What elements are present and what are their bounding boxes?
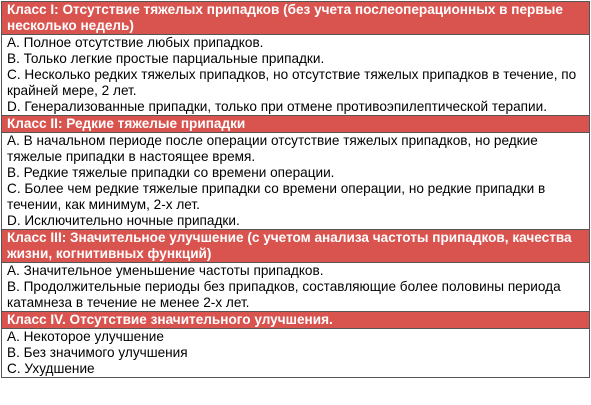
class-1-item-d: D. Генерализованные припадки, только при отмене противоэпилептической терапии. [7, 99, 548, 114]
class-3-item-b: В. Продолжительные периоды без припадков, составляющие более половины периода катамнеза в течение не менее 2-х лет. [7, 279, 561, 310]
class-header-row [2, 2, 590, 35]
class-2-item-d: D. Исключительно ночные припадки. [7, 213, 240, 228]
class-2-items [2, 133, 590, 230]
class-1-header: Класс I: Отсутствие тяжелых припадков (без учета послеоперационных в первые несколько недель) [2, 2, 590, 35]
class-body-row [2, 133, 590, 230]
class-2-header: Класс II: Редкие тяжелые припадки [2, 116, 590, 133]
class-3-header: Класс III: Значительное улучшение (с учетом анализа частоты припадков, качества жизни, когнитивных функций) [2, 230, 590, 263]
class-1-item-c: С. Несколько редких тяжелых припадков, но отсутствие тяжелых припадков в течение, по крайней мере, 2 лет. [7, 67, 577, 98]
class-body-row [2, 35, 590, 116]
class-body-row [2, 263, 590, 312]
class-1-items [2, 35, 590, 116]
class-3-items [2, 263, 590, 312]
class-2-item-b: В. Редкие тяжелые припадки со времени операции. [7, 165, 335, 180]
class-header-row [2, 230, 590, 263]
class-4-header: Класс IV. Отсутствие значительного улучшения. [2, 312, 590, 329]
class-header-row [2, 116, 590, 133]
class-1-item-b: В. Только легкие простые парциальные припадки. [7, 51, 325, 66]
class-4-items [2, 329, 590, 378]
class-2-item-a: А. В начальном периоде после операции отсутствие тяжелых припадков, но редкие тяжелые припадки в настоящее время. [7, 133, 538, 164]
class-4-item-c: С. Ухудшение [7, 361, 95, 376]
class-2-item-c: С. Более чем редкие тяжелые припадки со времени операции, но редкие припадки в течении, как минимум, 2-х лет. [7, 181, 546, 212]
class-body-row [2, 329, 590, 378]
class-3-item-a: А. Значительное уменьшение частоты припадков. [7, 263, 324, 278]
class-1-item-a: А. Полное отсутствие любых припадков. [7, 35, 264, 50]
class-4-item-a: А. Некоторое улучшение [7, 329, 164, 344]
class-header-row [2, 312, 590, 329]
class-4-item-b: В. Без значимого улучшения [7, 345, 188, 360]
engel-outcome-table [1, 1, 590, 378]
